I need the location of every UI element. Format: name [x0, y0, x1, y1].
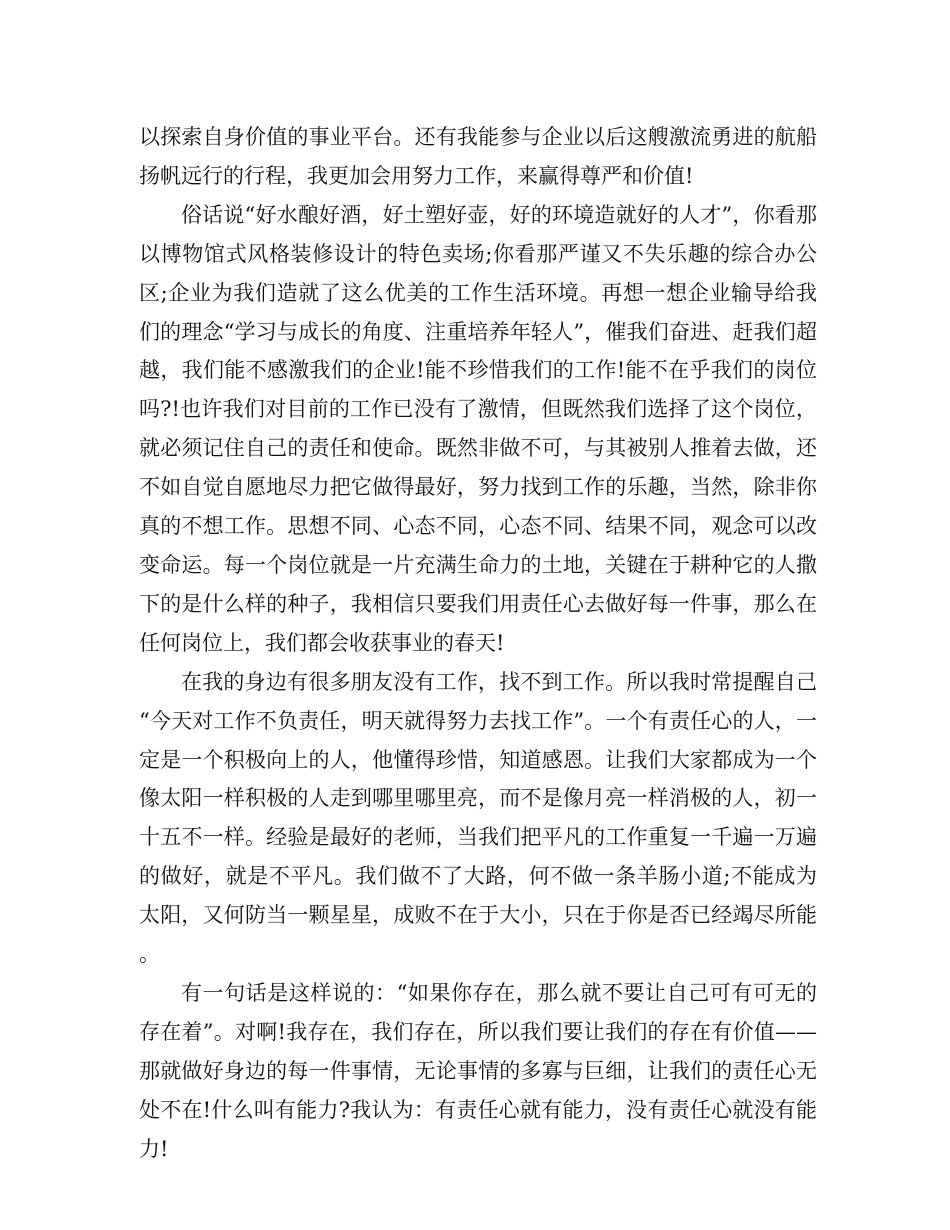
- paragraph-1: 以探索自身价值的事业平台。还有我能参与企业以后这艘激流勇进的航船扬帆远行的行程，我更加会用努力工作，来赢得尊严和价值!: [139, 125, 817, 188]
- document-page: [139, 118, 817, 1168]
- paragraph-2: 俗话说“好水酿好酒，好土塑好壶，好的环境造就好的人才”，你看那以博物馆式风格装修设计的特色卖场;你看那严谨又不失乐趣的综合办公区;企业为我们造就了这么优美的工作生活环境。再想一想企业输导给我们的理念“学习与成长的角度、注重培养年轻人”，催我们奋进、赶我们超越，我们能不感激我们的企业!能不珍惜我们的工作!能不在乎我们的岗位吗?!也许我们对目前的工作已没有了激情，但既然我们选择了这个岗位，就必须记住自己的责任和使命。既然非做不可，与其被别人推着去做，还不如自觉自愿地尽力把它做得最好，努力找到工作的乐趣，当然，除非你真的不想工作。思想不同、心态不同，心态不同、结果不同，观念可以改变命运。每一个岗位就是一片充满生命力的土地，关键在于耕种它的人撒下的是什么样的种子，我相信只要我们用责任心去做好每一件事，那么在任何岗位上，我们都会收获事业的春天!: [139, 202, 817, 655]
- paragraph-3: 在我的身边有很多朋友没有工作，找不到工作。所以我时常提醒自己“今天对工作不负责任，明天就得努力去找工作”。一个有责任心的人，一定是一个积极向上的人，他懂得珍惜，知道感恩。让我们大家都成为一个像太阳一样积极的人走到哪里哪里亮，而不是像月亮一样消极的人，初一十五不一样。经验是最好的老师，当我们把平凡的工作重复一千遍一万遍的做好，就是不平凡。我们做不了大路，何不做一条羊肠小道;不能成为太阳，又何防当一颗星星，成败不在于大小，只在于你是否已经竭尽所能。: [139, 669, 817, 967]
- paragraph-4: 有一句话是这样说的：“如果你存在，那么就不要让自己可有可无的存在着”。对啊!我存在，我们存在，所以我们要让我们的存在有价值——那就做好身边的每一件事情，无论事情的多寡与巨细，让我们的责任心无处不在!什么叫有能力?我认为：有责任心就有能力，没有责任心就没有能力!: [139, 980, 817, 1161]
